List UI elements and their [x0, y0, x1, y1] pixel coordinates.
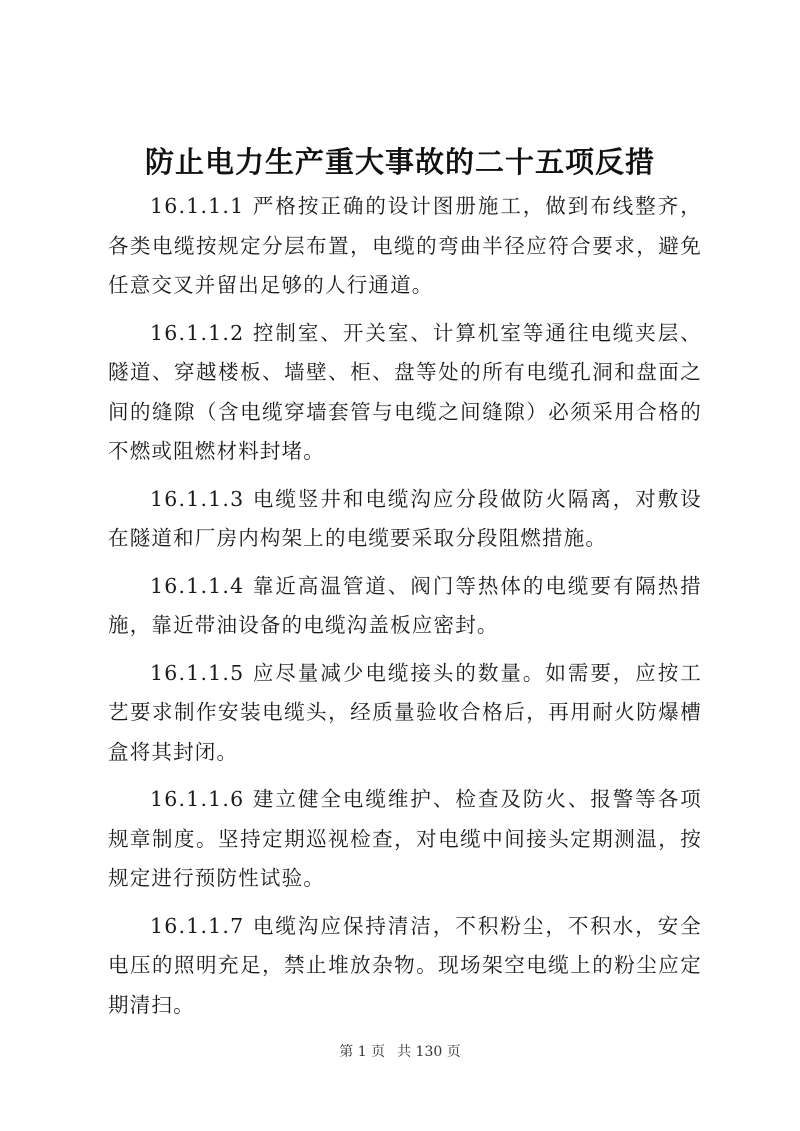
page-number: 第 1 页 [339, 1044, 386, 1060]
paragraph-16-1-1-1: 16.1.1.1 严格按正确的设计图册施工，做到布线整齐，各类电缆按规定分层布置，电缆的弯曲半径应符合要求，避免任意交叉并留出足够的人行通道。 [108, 194, 702, 297]
paragraph-16-1-1-6: 16.1.1.6 建立健全电缆维护、检查及防火、报警等各项规章制度。坚持定期巡视检查，对电缆中间接头定期测温，按规定进行预防性试验。 [108, 787, 702, 890]
total-pages: 共 130 页 [397, 1044, 461, 1060]
paragraph-16-1-1-4: 16.1.1.4 靠近高温管道、阀门等热体的电缆要有隔热措施，靠近带油设备的电缆沟盖板应密封。 [108, 573, 702, 637]
paragraph-16-1-1-3: 16.1.1.3 电缆竖井和电缆沟应分段做防火隔离，对敷设在隧道和厂房内构架上的电缆要采取分段阻燃措施。 [108, 486, 702, 550]
document-body [108, 187, 702, 1033]
paragraph-16-1-1-7: 16.1.1.7 电缆沟应保持清洁，不积粉尘，不积水，安全电压的照明充足，禁止堆放杂物。现场架空电缆上的粉尘应定期清扫。 [108, 913, 702, 1017]
paragraph-16-1-1-5: 16.1.1.5 应尽量减少电缆接头的数量。如需要，应按工艺要求制作安装电缆头，经质量验收合格后，再用耐火防爆槽盒将其封闭。 [108, 660, 702, 764]
paragraph-16-1-1-2: 16.1.1.2 控制室、开关室、计算机室等通往电缆夹层、隧道、穿越楼板、墙壁、柜、盘等处的所有电缆孔洞和盘面之间的缝隙（含电缆穿墙套管与电缆之间缝隙）必须采用合格的不燃或阻燃材料封堵。 [108, 320, 702, 463]
document-title: 防止电力生产重大事故的二十五项反措 [144, 145, 655, 179]
page-footer [0, 1042, 800, 1062]
